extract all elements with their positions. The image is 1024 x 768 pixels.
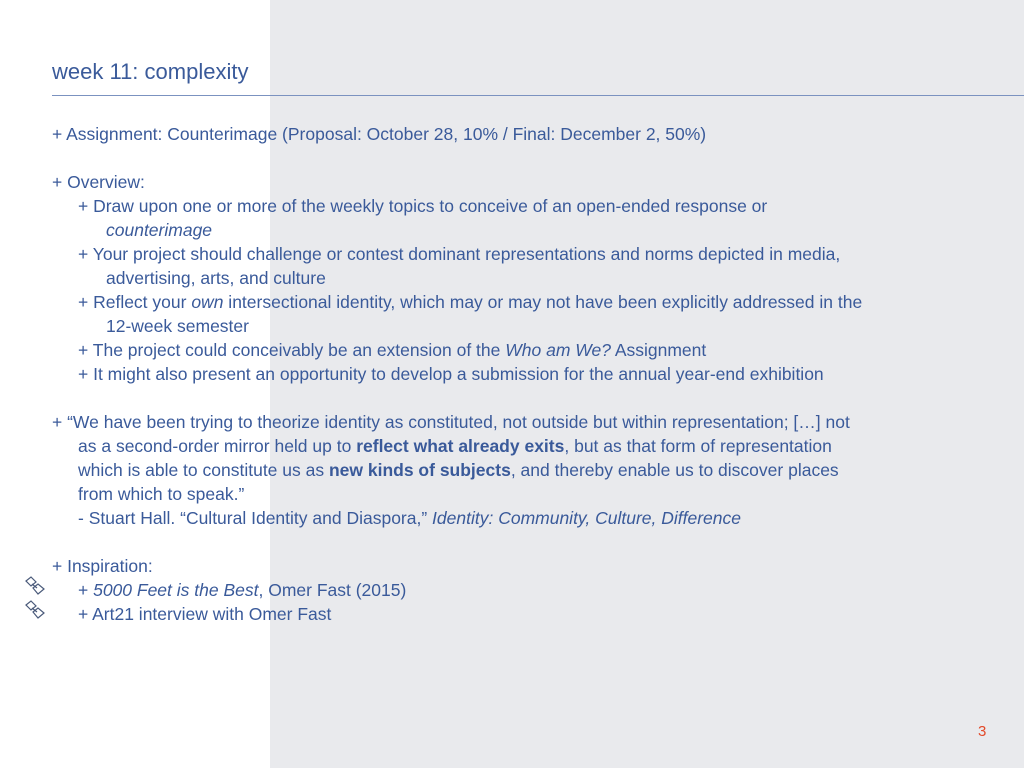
overview-heading: + Overview: — [52, 172, 145, 192]
overview-bullet-5: + It might also present an opportunity to develop a submission for the annual year-end exhibition — [78, 364, 824, 384]
quote-line-3-post: , and thereby enable us to discover places — [510, 460, 839, 480]
inspiration-item-1-italic[interactable]: 5000 Feet is the Best — [93, 580, 259, 600]
quote-line-2-post: , but as that form of representation — [564, 436, 832, 456]
assignment-line: + Assignment: Counterimage (Proposal: October 28, 10% / Final: December 2, 50%) — [52, 124, 707, 144]
quote-line-1: + “We have been trying to theorize identity as constituted, not outside but within representation; […] not — [52, 412, 850, 432]
quote-citation-italic: Identity: Community, Culture, Difference — [432, 508, 742, 528]
overview-bullet-2: + Your project should challenge or contest dominant representations and norms depicted in media, — [78, 244, 841, 264]
quote-citation — [52, 506, 992, 530]
overview-bullet-4-italic: Who am We? — [505, 340, 611, 360]
spacer — [52, 386, 992, 410]
hyperlink-icon[interactable] — [24, 575, 46, 597]
overview-bullet-3-pre: + Reflect your — [78, 292, 192, 312]
overview-bullet-4 — [52, 338, 992, 362]
slide-content — [52, 122, 992, 626]
overview-bullet-3-italic: own — [191, 292, 224, 312]
quote-line-3-bold: new kinds of subjects — [328, 460, 511, 480]
overview-bullet-1: + Draw upon one or more of the weekly topics to conceive of an open-ended response or — [78, 196, 768, 216]
quote-line-3-pre: which is able to constitute us as — [78, 460, 329, 480]
quote-line-3 — [52, 458, 992, 482]
quote-line-2-pre: as a second-order mirror held up to — [78, 436, 357, 456]
quote-line-2-bold: reflect what already exits — [356, 436, 565, 456]
spacer — [52, 530, 992, 554]
quote-citation-pre: - Stuart Hall. “Cultural Identity and Diaspora,” — [78, 508, 433, 528]
hyperlink-icon[interactable] — [24, 599, 46, 621]
overview-bullet-1-cont: counterimage — [106, 220, 213, 240]
quote-line-4: from which to speak.” — [78, 484, 245, 504]
overview-bullet-3 — [52, 290, 992, 314]
overview-bullet-3-cont: 12-week semester — [106, 316, 249, 336]
overview-bullet-2-cont: advertising, arts, and culture — [106, 268, 326, 288]
inspiration-item-1[interactable] — [52, 578, 992, 602]
overview-bullet-4-post: Assignment — [610, 340, 707, 360]
inspiration-item-1-post: , Omer Fast (2015) — [258, 580, 407, 600]
quote-line-2 — [52, 434, 992, 458]
link-icons-column — [24, 575, 46, 623]
inspiration-item-1-prefix: + — [78, 580, 94, 600]
overview-bullet-3-post: intersectional identity, which may or may not have been explicitly addressed in the — [223, 292, 863, 312]
overview-bullet-4-pre: + The project could conceivably be an extension of the — [78, 340, 506, 360]
inspiration-heading: + Inspiration: — [52, 556, 153, 576]
spacer — [52, 146, 992, 170]
slide-title: week 11: complexity — [52, 59, 249, 84]
title-divider — [52, 95, 1024, 96]
page-number: 3 — [978, 723, 987, 740]
inspiration-item-2[interactable]: + Art21 interview with Omer Fast — [78, 604, 332, 624]
